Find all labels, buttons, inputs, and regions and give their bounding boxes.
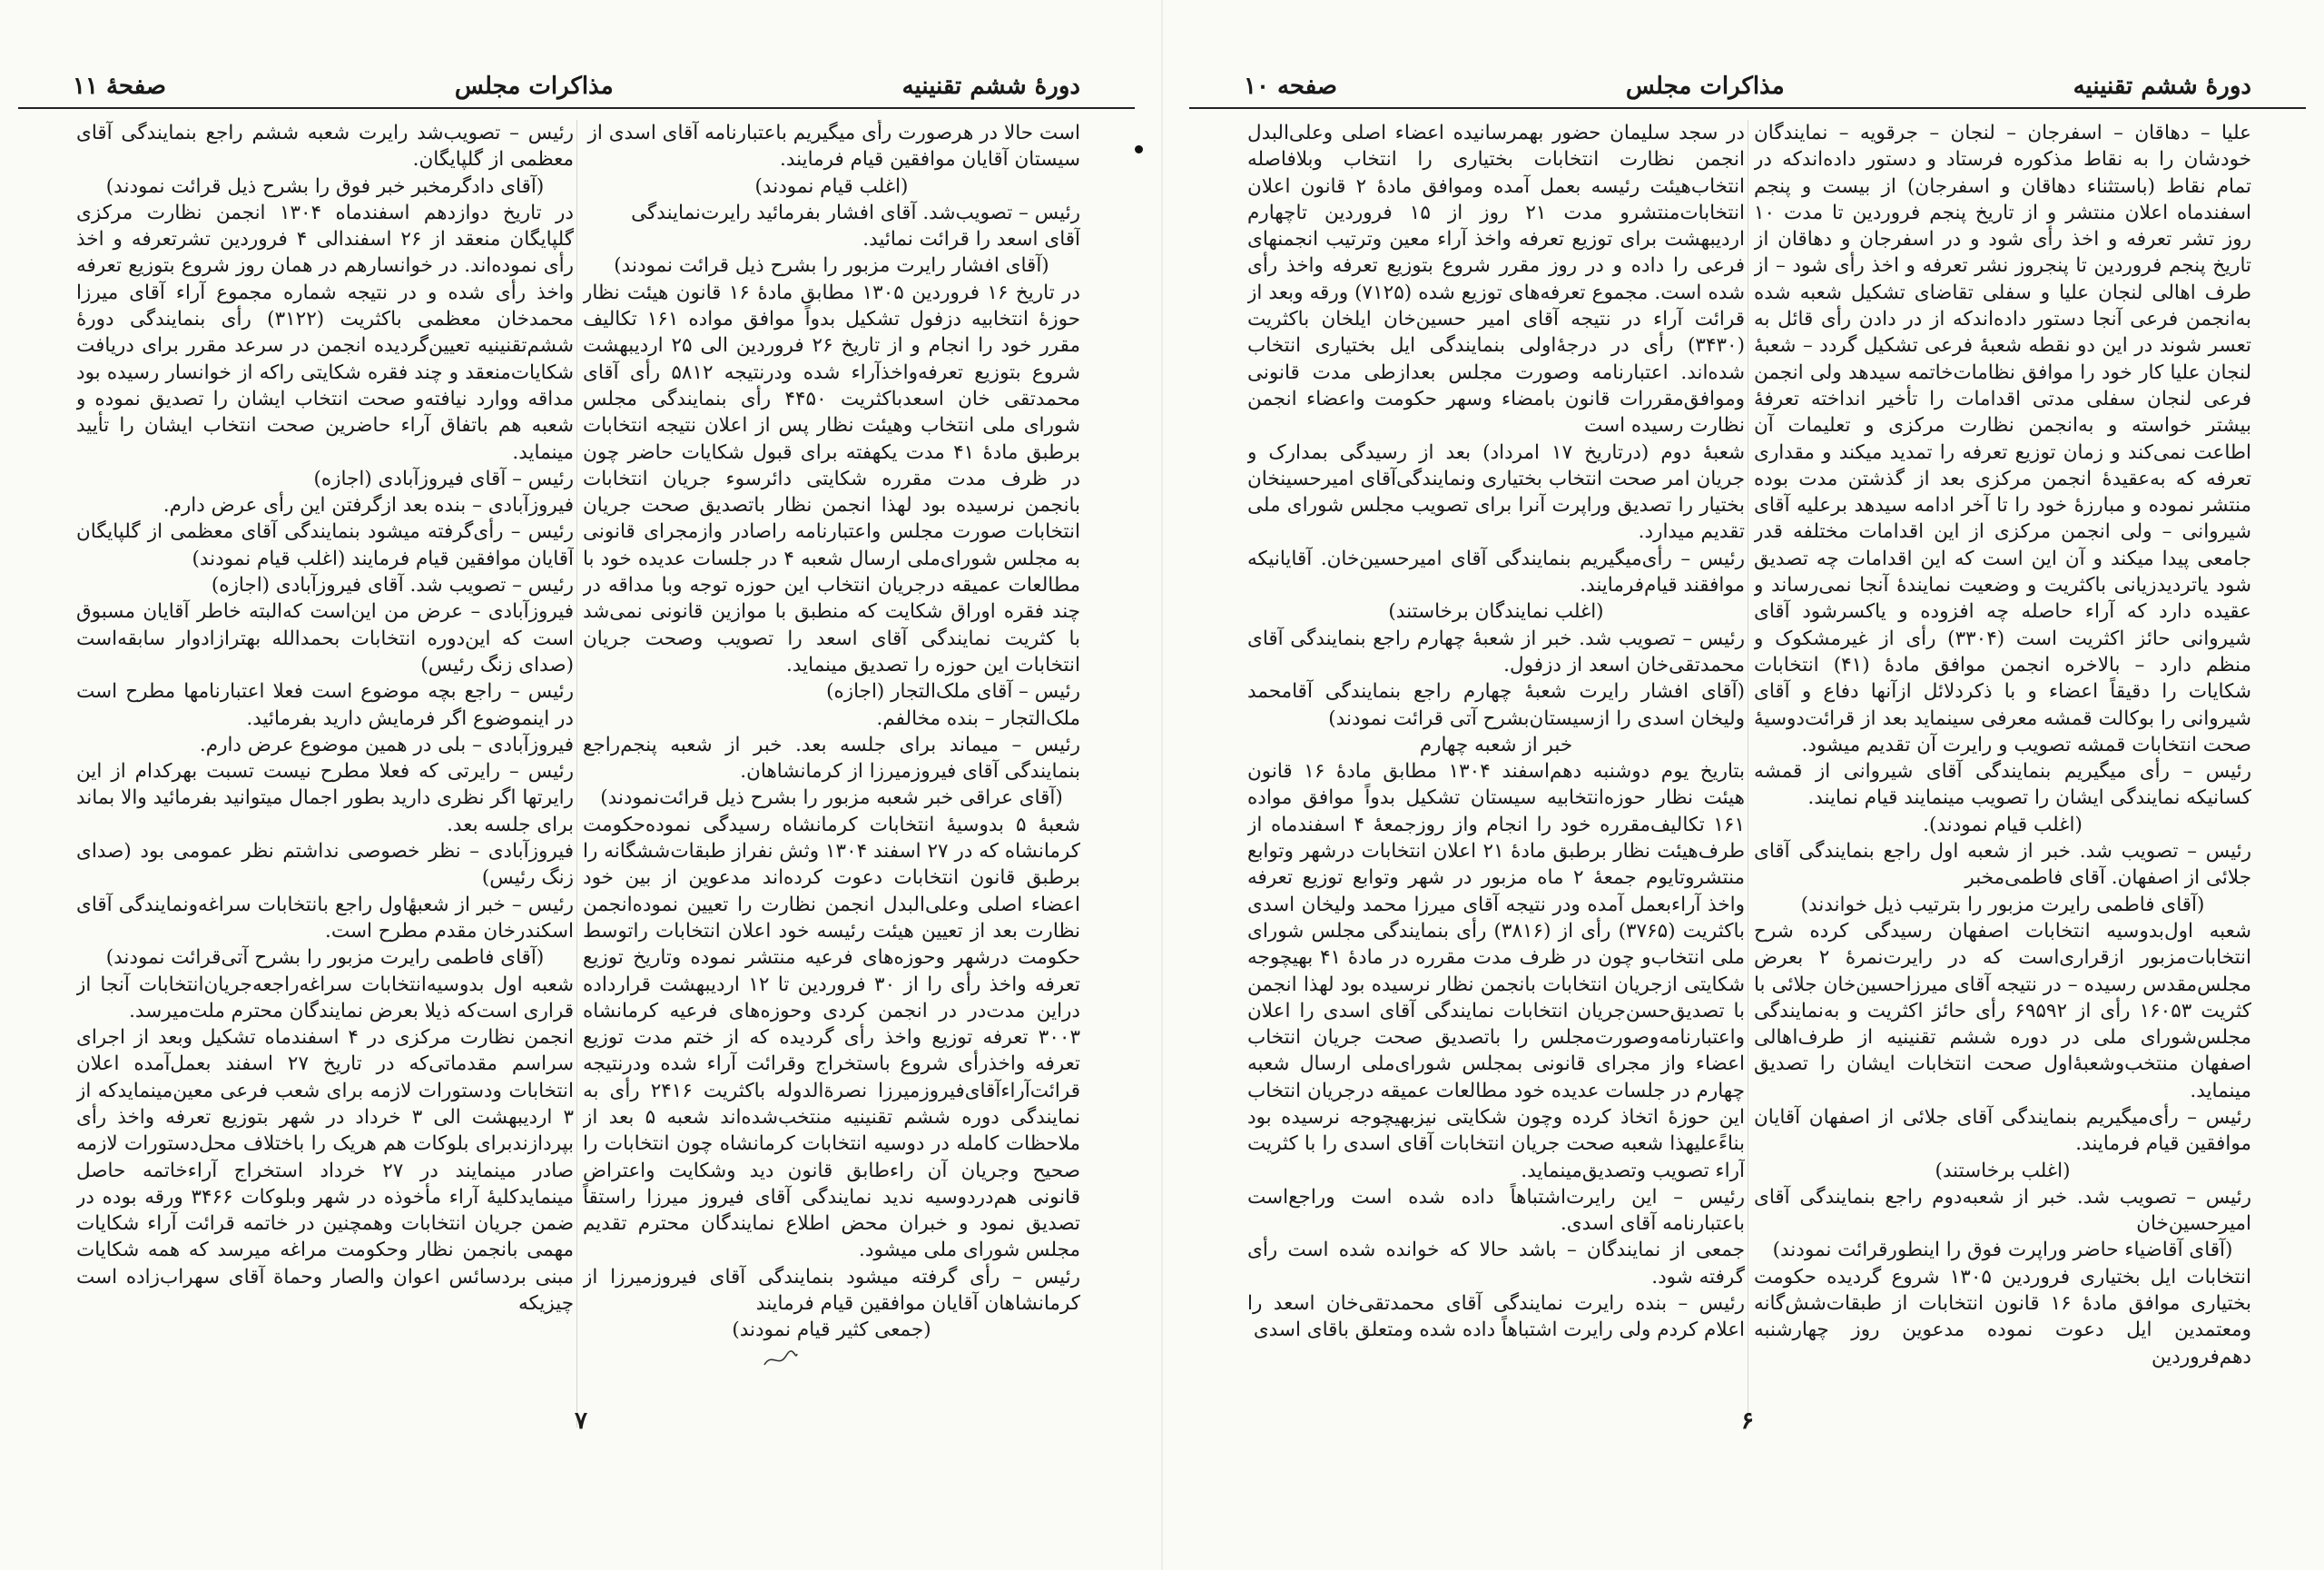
paragraph: رئیس – آقای فیروزآبادی (اجازه): [313, 467, 574, 490]
volume-title: دورهٔ ششم تقنینیه: [2073, 73, 2251, 100]
paragraph: شعبه اول بدوسیه‌انتخابات سراغه‌راجعه‌جریان‌انتخابات آنجا از قراری است‌که ذیلا بعرض نمایندگان محترم ملت‌میرسد.: [76, 973, 574, 1022]
paragraph: بتاریخ یوم دوشنبه دهم‌اسفند ۱۳۰۴ مطابق مادهٔ ۱۶ قانون هیئت نظار حوزه‌انتخابیه سیستان تشکیل بدواً موافق مواده ۱۶۱ تکالیف‌مقرره خود را انجام واز روزجمعهٔ ۴ اسفندماه از طرف‌هیئت نظار برطبق مادهٔ ۲۱ اعلان انتخابات درشهر وتوابع منتشروتایوم جمعهٔ ۲ ماه مزبور در شهر وتوابع توزیع تعرفه واخذ آراءبعمل آمده ودر نتیجه آقای میرزا محمد ولیخان اسدی باکثریت (۳۷۶۵) رأی از (۳۸۱۶) رأی بنمایندگی مجلس شورای ملی انتخاب‌و چون در ظرف مدت مقرره در مادهٔ ۴۱ بهیچوجه شکایتی ازجریان انتخابات بانجمن نظار نرسیده بود لهذا انجمن با تصدیق‌حسن‌جریان انتخابات نمایندگی آقای اسدی را اعلان واعتبارنامه‌وصورت‌مجلس را باتصدیق صحت جریان انتخاب اعضاء واز مجرای قانونی بمجلس شورای‌ملی ارسال شعبه چهارم در جلسات عدیده خود مطالعات عمیقه درجریان انتخاب این حوزهٔ اتخاذ کرده وچون شکایتی نیزبهیچوجه نرسیده بود بناءً‌علیهذا شعبه صحت جریان انتخابات آقای اسدی را با کثریت آراء تصویب وتصدیق‌مینماید.: [1247, 760, 1745, 1182]
paragraph: (آقای دادگرمخبر خبر فوق را بشرح ذیل قرائت نمودند): [105, 174, 545, 198]
paragraph: رئیس – تصویب شد. خبر از شعبه اول راجع بنمایندگی آقای جلائی از اصفهان. آقای فاطمی‌مخبر: [1754, 840, 2251, 890]
paragraph: رئیس – رأی‌گرفته میشود بنمایندگی آقای معظمی از گلپایگان آقایان موافقین قیام فرمایند (اغلب قیام نمودند): [76, 520, 574, 570]
paragraph: رئیس – رأی گرفته میشود بنمایندگی آقای فیروزمیرزا از کرمانشاهان آقایان موافقین قیام فرمایند: [583, 1265, 1080, 1316]
paragraph: فیروزآبادی – بنده بعد ازگرفتن این رأی عرض دارم.: [162, 494, 574, 518]
paragraph: (جمعی کثیر قیام نمودند): [732, 1318, 931, 1342]
paragraph: رئیس – تصویب شد. خبر از شعبه‌دوم راجع بنمایندگی آقای امیرحسین‌خان: [1754, 1185, 2251, 1236]
paragraph: فیروزآبادی – بلی در همین موضوع عرض دارم.: [199, 733, 574, 756]
column-divider: [576, 120, 577, 1427]
paragraph: ملک‌التجار – بنده مخالفم.: [876, 706, 1080, 730]
paragraph: (آقای آقاضیاء حاضر وراپرت فوق را اینطورقرائت نمودند): [1772, 1239, 2233, 1262]
paragraph: (اغلب برخاستند): [1935, 1159, 2071, 1182]
paragraph: انتخابات ایل بختیاری فروردین ۱۳۰۵ شروع گردیده حکومت بختیاری موافق مادهٔ ۱۶ قانون انتخابات از طبقات‌شش‌گانه ومعتمدین ایل دعوت نموده مدعوین روز چهارشنبه دهم‌فروردین: [1754, 1265, 2251, 1368]
running-head: مذاکرات مجلس: [1625, 73, 1785, 100]
paragraph: فیروزآبادی – نظر خصوصی نداشتم نظر عمومی بود (صدای زنگ رئیس): [76, 840, 574, 890]
paragraph: رئیس – خبر از شعبهٔاول راجع بانتخابات سراغه‌ونمایندگی آقای اسکندرخان مقدم مطرح است.: [76, 893, 574, 943]
paragraph: (اغلب قیام نمودند).: [1923, 813, 2083, 836]
page-number: ۶: [1741, 1407, 1754, 1435]
right-page-header: [1189, 65, 2306, 109]
paragraph: رئیس – بنده رایرت نمایندگی آقای محمدتقی‌خان اسعد را اعلام کردم ولی رایرت اشتباهاً داده شده ومتعلق باقای اسدی: [1247, 1292, 1745, 1342]
left-page-left-column: [76, 120, 574, 1427]
paragraph: در سجد سلیمان حضور بهمرسانیده اعضاء اصلی وعلی‌البدل انجمن نظارت انتخابات بختیاری را انتخاب وبلافاصله انتخاب‌هیئت رئیسه بعمل آمده وموافق مادهٔ ۲ قانون اعلان انتخابات‌منتشرو مدت ۲۱ روز از ۱۵ فروردین تاچهارم اردیبهشت برای توزیع تعرفه واخذ آراء معین وترتیب انجمنهای فرعی را داده و در روز مقرر شروع بتوزیع تعرفه واخذ رأی شده است. مجموع تعرفه‌های توزیع شده (۷۱۲۵) ورقه وبعد از قرائت آراء در نتیجه آقای امیر حسین‌خان ایلخان باکثریت (۳۴۳۰) رأی در درجهٔ‌اولی بنمایندگی ایل بختیاری انتخاب شده‌اند. اعتبارنامه وصورت مجلس بعدازطی مدت قانونی وموافق‌مقررات قانون بامضاء وسهر حکومت واعضاء انجمن نظارت رسیده است: [1247, 122, 1745, 438]
paragraph: رئیس – رأی‌میگیریم بنمایندگی آقای امیرحسین‌خان. آقایانیکه موافقند قیام‌فرمایند.: [1247, 547, 1745, 597]
paragraph: رئیس – رایرتی که فعلا مطرح نیست تسبت بهرکدام از این رایرتها اگر نظری دارید بطور اجمال میتوانید بفرمائید والا بماند برای جلسه بعد.: [76, 760, 574, 836]
paragraph: (آقای عراقی خبر شعبه مزبور را بشرح ذیل قرائت‌نمودند): [600, 786, 1063, 810]
volume-title: دورهٔ ششم تقنینیه: [901, 73, 1080, 100]
paragraph: (اغلب نمایندگان برخاستند): [1388, 600, 1604, 624]
paragraph: رئیس – راجع بچه موضوع است فعلا اعتبارنامها مطرح است در اینموضوع اگر فرمایش دارید بفرمائید.: [76, 680, 574, 730]
paragraph: علیا – دهاقان – اسفرجان – لنجان – جرقویه – نمایندگان خودشان را به نقاط مذکوره فرستاد و دستور داده‌اندکه در تمام نقاط (باستثناء دهاقان و اسفرجان) از بیست و پنجم اسفندماه اعلان منتشر و از تاریخ پنجم فروردین تا مدت ۱۰ روز تشر تعرفه و اخذ رأی شود و در اسفرجان و دهاقان از تاریخ پنجم فروردین تا پنجروز نشر تعرفه و اخذ رأی شود – از طرف اهالی لنجان علیا و سفلی تقاضای تشکیل شعبه شده به‌انجمن فرعی آنجا دستور داده‌اندکه از در دادن رأی قائل به تعسر شوند در این دو نقطه شعبهٔ فرعی تشکیل گردد – شعبهٔ لنجان علیا کار خود را موافق نظامات‌خاتمه سیدهد ولی انجمن فرعی لنجان سفلی مدتی اقدامات را تأخیر انداخته تعرفهٔ بیشتر خواسته و به‌انجمن نظارت مرکزی و تعلیمات آن اطاعت نمی‌کند و زمان توزیع تعرفه را تمدید میکند و مقداری تعرفه که به‌عقیدهٔ انجمن مرکزی بعد از گذشتن مدت بوده منتشر نموده و مبارزهٔ خود را تا آخر ادامه سیدهد برعلیه آقای شیروانی – ولی انجمن مرکزی از این اقدامات مختلفه قدر جامعی پیدا میکند و آن این است که این اقدامات چه تصدیق شود یاتردیدزیانی باکثریت و وضعیت نمایندهٔ آنجا نمی‌رساند و عقیده دارد که آراء حاصله چه افزوده و یاکسرشود آقای شیروانی حائز اکثریت است (۳۳۰۴) رأی از غیرمشکوک و منظم دارد – بالاخره انجمن موافق مادهٔ (۴۱) انتخابات شکایات را دقیقاً اعضاء و با ذکردلائل ازآنها دفاع و آقای شیروانی را بوکالت قمشه معرفی سینماید بعد از قرائت‌دوسیهٔ صحت انتخابات قمشه تصویب و رایرت آن تقدیم میشود.: [1754, 122, 2251, 756]
paragraph: شعبهٔ ۵ بدوسیهٔ انتخابات کرمانشاه رسیدگی نموده‌حکومت کرمانشاه که در ۲۷ اسفند ۱۳۰۴ وثش نفراز طبقات‌ششگانه را برطبق قانون انتخابات دعوت کرده‌اند مدعوین از بین خود اعضاء اصلی وعلی‌البدل انجمن نظارت را تعیین نموده‌انجمن نظارت بعد از تعیین هیئت رئیسه خود اعلان انتخابات راتوسط حکومت درشهر وحوزه‌های فرعیه منتشر نموده وتاریخ توزیع تعرفه واخذ رأی را از ۳۰ فروردین تا ۱۲ اردیبهشت قرارداده دراین مدت‌در در انجمن کردی وحوزه‌های فرعیه کرمانشاه ۳۰۰۳ تعرفه توزیع واخذ رأی گردیده که از ختم مدت توزیع تعرفه واخذرأی شروع باستخراج وقرائت آراء شده ودرنتیجه قرائت‌آراءآقای‌فیروزمیرزا نصرة‌الدوله باکثریت ۲۴۱۶ رأی به نمایندگی دوره ششم تقنینیه منتخب‌شده‌اند شعبه ۵ بعد از ملاحظات کامله در دوسیه انتخابات کرمانشاه چون انتخابات را صحیح وجریان آن راءطابق قانون دید وشکایت واعتراض قانونی هم‌دردوسیه ندید نمایندگی آقای فیروز میرزا راستقاً تصدیق نمود و خبران محض اطلاع نمایندگان محترم تقدیم مجلس شورای ملی میشود.: [583, 813, 1080, 1262]
paragraph: (آقای فاطمی رایرت مزبور را بشرح آتی‌قرائت نمودند): [105, 946, 545, 970]
right-page: [1189, 36, 2306, 1544]
paragraph: (آقای افشار رایرت مزبور را بشرح ذیل قرائت نمودند): [614, 254, 1049, 278]
paragraph: در تاریخ دوازدهم اسفندماه ۱۳۰۴ انجمن نظارت مرکزی گلپایگان منعقد از ۲۶ اسفندالی ۴ فروردین تشرتعرفه و اخذ رأی نموده‌اند. در خوانسارهم در همان روز شروع بتوزیع تعرفه واخذ رأی شده و در نتیجه شماره مجموع آراء آقای میرزا محمدخان معظمی باکثریت (۳۱۲۲) رأی بنمایندگی دورهٔ ششم‌تقنینیه تعیین‌گردیده انجمن در سرعد مقرر برای دریافت شکایات‌منعقد و چند فقره شکایتی راکه از خوانسار رسیده بود مداقه ووارد نیافته‌و صحت انتخاب ایشان را تصدیق نموده و شعبه هم باتفاق آراء حاضرین صحت انتخاب ایشان را تأیید مینماید.: [76, 201, 574, 464]
page-label: صفحهٔ ۱۱: [73, 73, 166, 100]
handwritten-mark: [763, 1348, 799, 1370]
paragraph: شعبه اول‌بدوسیه انتخابات اصفهان رسیدگی کرده شرح انتخابات‌مزبور ازقراری‌است که در رایرت‌نمرهٔ ۲ بعرض مجلس‌مقدس رسیده – در نتیجه آقای میرزاحسین‌خان جلائی با کثریت ۱۶۰۵۳ رأی از ۶۹۵۹۲ رأی حائز اکثریت و به‌نمایندگی مجلس‌شورای ملی در دوره ششم تقنینیه از طرف‌اهالی اصفهان منتخب‌وشعبهٔ‌اول صحت انتخابات ایشان را تصدیق مینماید.: [1754, 919, 2251, 1102]
binding-seam: [1161, 0, 1163, 1570]
left-page: [18, 36, 1135, 1544]
page-number: ۷: [575, 1407, 587, 1435]
right-page-left-column: [1247, 120, 1745, 1427]
paragraph: رئیس – رأی‌میگیریم بنمایندگی آقای جلائی از اصفهان آقایان موافقین قیام فرمایند.: [1754, 1105, 2251, 1156]
running-head: مذاکرات مجلس: [454, 73, 614, 100]
paragraph: (آقای فاطمی رایرت مزبور را بترتیب ذیل خواندند): [1800, 893, 2205, 916]
paragraph: رئیس – میماند برای جلسه بعد. خبر از شعبه پنجم‌راجع بنمایندگی آقای فیروزمیرزا از کرمانشاهان.: [583, 733, 1080, 784]
paragraph: رئیس – تصویب شد. آقای فیروزآبادی (اجازه): [211, 574, 574, 597]
paragraph: رئیس – آقای ملک‌التجار (اجازه): [826, 680, 1080, 704]
punch-mark: [1135, 145, 1143, 153]
page-label: صفحه ۱۰: [1244, 73, 1337, 100]
paragraph: رئیس – تصویب‌شد. آقای افشار بفرمائید رایرت‌نمایندگی: [631, 201, 1080, 224]
paragraph: شعبهٔ دوم (درتاریخ ۱۷ امرداد) بعد از رسیدگی بمدارک و جریان امر صحت انتخاب بختیاری ونمایندگی‌آقای امیرحسینخان بختیار را تصدیق وراپرت آنرا برای تصویب مجلس شورای ملی تقدیم میدارد.: [1247, 440, 1745, 544]
paragraph: فیروزآبادی – عرض من این‌است که‌البته خاطر آقایان مسبوق است که این‌دوره انتخابات بحمدالله بهترازادوار سابقه‌است (صدای زنگ رئیس): [76, 600, 574, 676]
paragraph: است حالا در هرصورت رأی میگیریم باعتبارنامه آقای اسدی از: [587, 122, 1080, 144]
left-page-right-column: [583, 120, 1080, 1427]
paragraph: خبر از شعبه چهارم: [1419, 733, 1573, 756]
paragraph: سیستان آقایان موافقین قیام فرمایند.: [779, 148, 1080, 172]
paragraph: (آقای افشار رایرت شعبهٔ چهارم راجع بنمایندگی آقامحمد ولیخان اسدی را ازسیستان‌بشرح آتی قرائت نمودند): [1247, 680, 1745, 730]
paragraph: جمعی از نمایندگان – باشد حالا که خوانده شده است رأی گرفته شود.: [1247, 1239, 1745, 1289]
paragraph: رئیس – تصویب‌شد رایرت شعبه ششم راجع بنمایندگی آقای معظمی از گلپایگان.: [76, 122, 574, 172]
left-page-header: [18, 65, 1135, 109]
paragraph: رئیس – این رایرت‌اشتباهاً داده شده است وراجع‌است باعتبارنامه آقای اسدی.: [1247, 1185, 1745, 1236]
paragraph: آقای اسعد را قرائت نمائید.: [862, 228, 1080, 252]
paragraph: رئیس – تصویب شد. خبر از شعبهٔ چهارم راجع بنمایندگی آقای محمدتقی‌خان اسعد از دزفول.: [1247, 627, 1745, 676]
paragraph: انجمن نظارت مرکزی در ۴ اسفندماه تشکیل وبعد از اجرای سراسم مقدماتی‌که در تاریخ ۲۷ اسفند بعمل‌آمده اعلان انتخابات ودستورات لازمه برای شعب فرعی معین‌مینمایدکه از ۳ اردیبهشت الی ۳ خرداد در شهر بتوزیع تعرفه واخذ رأی بپردازندبرای بلوکات هم هریک را باختلاف محل‌دستورات لازمه صادر مینمایند در ۲۷ خرداد استخراج آراءخاتمه حاصل مینمایدکلیهٔ آراء مأخوذه در شهر وبلوکات ۳۴۶۶ ورقه بوده در ضمن جریان انتخابات وهمچنین در خاتمه قرائت آراء شکایات مهمی بانجمن نظار وحکومت مراغه میرسد که همه شکایات مبنی بردسائس اعوان والصار وحماة آقای سهراب‌زاده است چیزیکه: [76, 1026, 574, 1316]
paragraph: رئیس – رأی میگیریم بنمایندگی آقای شیروانی از قمشه کسانیکه نمایندگی ایشان را تصویب مینمایند قیام نمایند.: [1754, 760, 2251, 810]
paragraph: (اغلب قیام نمودند): [754, 174, 909, 198]
right-page-right-column: [1754, 120, 2251, 1427]
paragraph: در تاریخ ۱۶ فروردین ۱۳۰۵ مطابق مادهٔ ۱۶ قانون هیئت نظار حوزهٔ انتخابیه دزفول تشکیل بدواً موافق مواده ۱۶۱ تکالیف مقرر خود را انجام و از تاریخ ۲۶ فروردین الی ۲۵ اردیبهشت شروع بتوزیع تعرفه‌واخذآراء شده ودرنتیجه ۵۸۱۲ رأی آقای محمدتقی خان اسعدباکثریت ۴۴۵۰ رأی بنمایندگی مجلس شورای ملی انتخاب وهیئت نظار پس از اعلان نتیجه انتخابات برطبق مادهٔ ۴۱ مدت یکهفته برای قبول شکایات حاضر چون در ظرف مدت مقرره شکایتی دائرسوء جریان انتخابات بانجمن نرسیده بود لهذا انجمن نظار باتصدیق صحت جریان انتخابات صورت مجلس واعتبارنامه راصادر وازمجرای قانونی به مجلس شورای‌ملی ارسال شعبه ۴ در جلسات عدیده خود با مطالعات عمیقه درجریان انتخاب این حوزه توجه وبا مداقه در چند فقره اوراق شکایت که منطبق با موازین قانونی نمی‌شد با کثریت نمایندگی آقای اسعد را تصویب وصحت جریان انتخابات این حوزه را تصدیق مینماید.: [583, 281, 1080, 676]
